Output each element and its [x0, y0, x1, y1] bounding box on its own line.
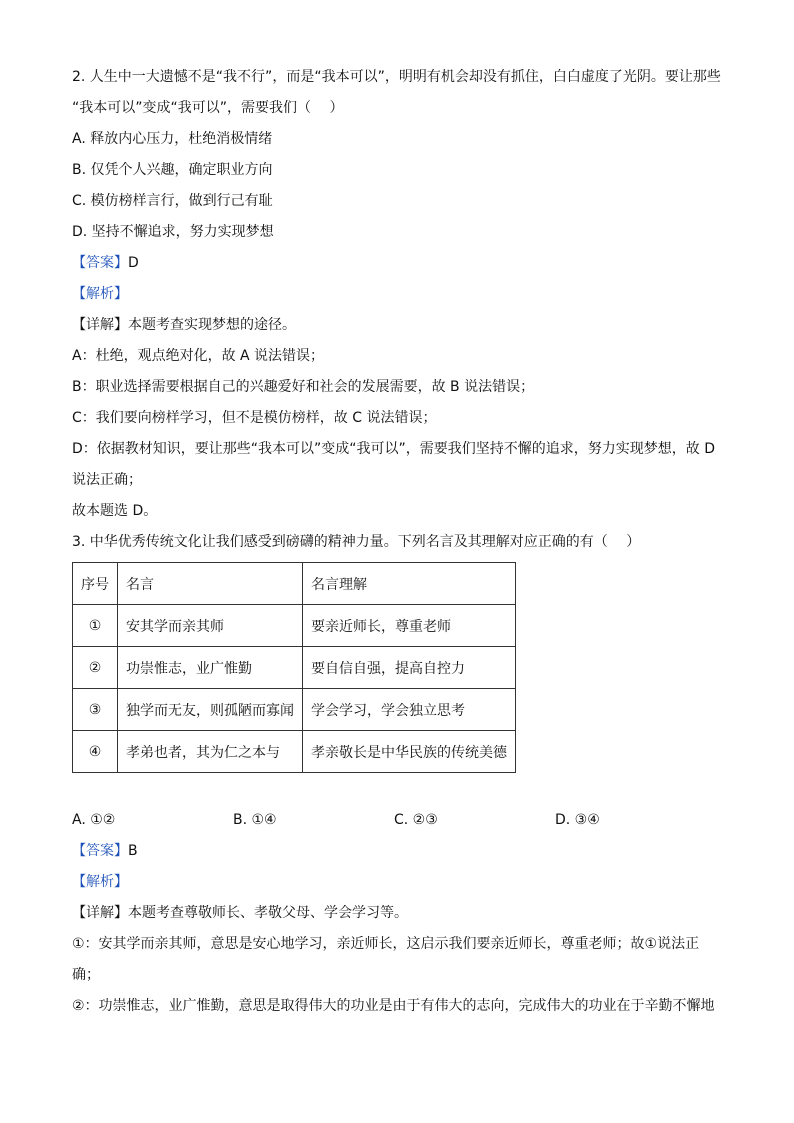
q3-option-a: A. ①② [72, 812, 116, 828]
detail-tag: 【详解】 [72, 905, 128, 921]
table-header-cell: 名言 [118, 563, 303, 605]
q3-option-d: D. ③④ [555, 812, 600, 828]
q2-detail [72, 310, 732, 341]
q3-option-c: C. ②③ [394, 812, 438, 828]
q3-options [72, 805, 732, 836]
table-row [73, 689, 516, 731]
q2-explanation-a: A：杜绝，观点绝对化，故 A 说法错误； [72, 348, 325, 364]
table-header-cell: 名言理解 [303, 563, 516, 605]
q3-analysis [72, 867, 732, 898]
table-cell: 学会学习，学会独立思考 [303, 689, 516, 731]
q2-option-c: C. 模仿榜样言行，做到行己有耻 [72, 193, 273, 209]
answer-tag: 【答案】 [72, 255, 128, 271]
q3-explanation-1-cont: 确； [72, 967, 100, 983]
detail-text: 本题考查实现梦想的途径。 [128, 317, 296, 333]
q2-stem-line1: 2. 人生中一大遗憾不是“我不行”，而是“我本可以”，明明有机会却没有抓住，白白虚度了光阴。要让那些 [72, 69, 721, 85]
quotes-table [72, 562, 516, 773]
table-cell: 孝亲敬长是中华民族的传统美德 [303, 731, 516, 773]
table-cell: 孝弟也者，其为仁之本与 [118, 731, 303, 773]
q2-answer [72, 248, 732, 279]
document-page [72, 62, 732, 1022]
q3-stem: 3. 中华优秀传统文化让我们感受到磅礴的精神力量。下列名言及其理解对应正确的有（ ） [72, 534, 641, 550]
q2-explanation-b: B：职业选择需要根据自己的兴趣爱好和社会的发展需要，故 B 说法错误； [72, 379, 535, 395]
table-cell: ① [73, 605, 118, 647]
q2-explanation-d-cont: 说法正确； [72, 472, 142, 488]
q2-conclusion: 故本题选 D。 [72, 503, 158, 519]
table-cell: 要亲近师长，尊重老师 [303, 605, 516, 647]
table-cell: 安其学而亲其师 [118, 605, 303, 647]
answer-tag: 【答案】 [72, 843, 128, 859]
table-row [73, 731, 516, 773]
analysis-tag: 【解析】 [72, 874, 128, 890]
q2-stem-line2: “我本可以”变成“我可以”，需要我们（ ） [72, 100, 344, 116]
table-row [73, 647, 516, 689]
q2-explanation-c: C：我们要向榜样学习，但不是模仿榜样，故 C 说法错误； [72, 410, 437, 426]
q2-explanation-d: D：依据教材知识，要让那些“我本可以”变成“我可以”，需要我们坚持不懈的追求，努力实现梦想，故 D [72, 441, 716, 457]
q2-option-a: A. 释放内心压力，杜绝消极情绪 [72, 131, 273, 147]
answer-value: B [128, 843, 138, 859]
table-cell: ② [73, 647, 118, 689]
q2-option-d: D. 坚持不懈追求，努力实现梦想 [72, 224, 274, 240]
detail-tag: 【详解】 [72, 317, 128, 333]
q3-option-b: B. ①④ [233, 812, 277, 828]
table-cell: 功崇惟志，业广惟勤 [118, 647, 303, 689]
table-cell: ④ [73, 731, 118, 773]
q2-option-b: B. 仅凭个人兴趣，确定职业方向 [72, 162, 273, 178]
q3-explanation-1: ①：安其学而亲其师，意思是安心地学习，亲近师长，这启示我们要亲近师长，尊重老师；故①说法正 [72, 936, 700, 952]
q3-answer [72, 836, 732, 867]
table-cell: 要自信自强，提高自控力 [303, 647, 516, 689]
table-header-cell: 序号 [73, 563, 118, 605]
q3-explanation-2: ②：功崇惟志，业广惟勤，意思是取得伟大的功业是由于有伟大的志向，完成伟大的功业在于辛勤不懈地 [72, 998, 715, 1014]
answer-value: D [128, 255, 139, 271]
detail-text: 本题考查尊敬师长、孝敬父母、学会学习等。 [128, 905, 408, 921]
q3-detail [72, 898, 732, 929]
table-cell: ③ [73, 689, 118, 731]
table-header-row [73, 563, 516, 605]
table-cell: 独学而无友，则孤陋而寡闻 [118, 689, 303, 731]
q2-analysis [72, 279, 732, 310]
analysis-tag: 【解析】 [72, 286, 128, 302]
table-row [73, 605, 516, 647]
